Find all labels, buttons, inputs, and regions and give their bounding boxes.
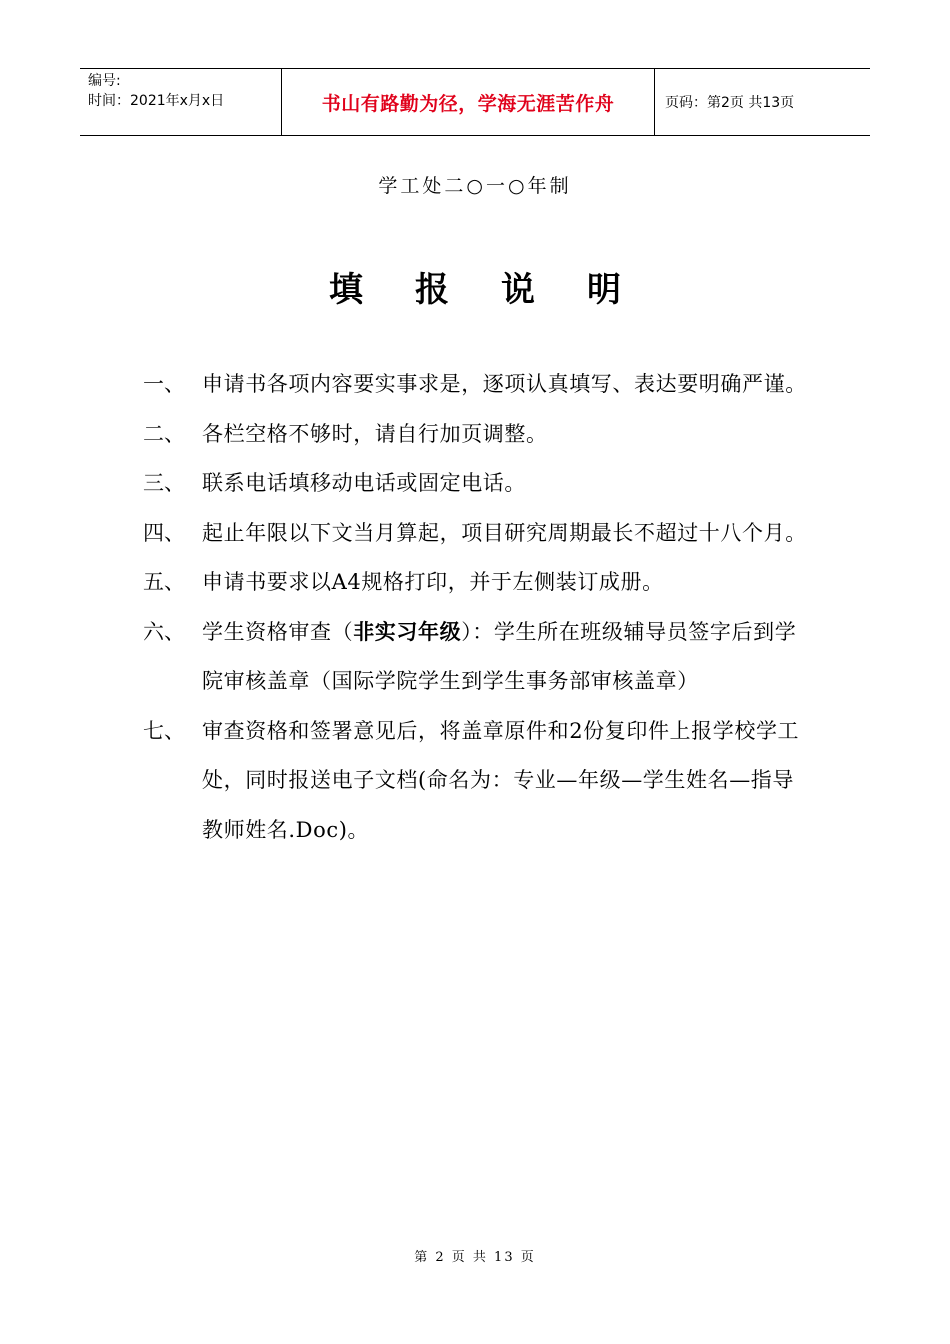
item-number: 五、 (143, 570, 185, 594)
list-item (143, 410, 813, 460)
page-title: 填报说明 (329, 270, 673, 310)
item-number: 七、 (143, 718, 185, 743)
maker-line: 学工处二○一○年制 (378, 175, 572, 197)
list-item (143, 558, 813, 608)
list-item (143, 707, 813, 856)
item-number: 四、 (143, 520, 185, 545)
item-number: 一、 (143, 372, 185, 396)
number-label: 编号: (88, 73, 121, 89)
time-label: 时间：2021年x月x日 (88, 93, 225, 109)
instruction-list (143, 360, 813, 855)
header-meta (80, 69, 281, 135)
item-number: 三、 (143, 471, 185, 495)
list-item (143, 509, 813, 559)
header-page-info: 页码：第2页 共13页 (665, 95, 795, 111)
item-number: 二、 (143, 421, 185, 446)
item-text (202, 608, 813, 707)
page-header (80, 68, 870, 136)
item-text-before: 学生资格审查（ (202, 619, 354, 644)
header-motto: 书山有路勤为径，学海无涯苦作舟 (281, 69, 655, 135)
item-text: 申请书各项内容要实事求是，逐项认真填写、表达要明确严谨。 (202, 372, 807, 396)
item-text: 审查资格和签署意见后，将盖章原件和2份复印件上报学校学工处，同时报送电子文档(命名为：专业—年级—学生姓名—指导教师姓名.Doc)。 (202, 718, 800, 842)
list-item (143, 459, 813, 509)
item-text-bold: 非实习年级 (353, 619, 462, 644)
list-item (143, 360, 813, 410)
item-number: 六、 (143, 619, 185, 644)
item-text: 起止年限以下文当月算起，项目研究周期最长不超过十八个月。 (202, 520, 807, 545)
page-footer: 第 2 页 共 13 页 (414, 1250, 536, 1265)
item-text: 申请书要求以A4规格打印，并于左侧装订成册。 (202, 570, 664, 594)
item-text: 联系电话填移动电话或固定电话。 (202, 471, 526, 495)
list-item (143, 608, 813, 707)
item-text-after: ）：学生所在班级辅导员签字后到学院审核盖章（国际学院学生到学生事务部审核盖章） (202, 619, 797, 693)
item-text: 各栏空格不够时，请自行加页调整。 (202, 421, 548, 446)
